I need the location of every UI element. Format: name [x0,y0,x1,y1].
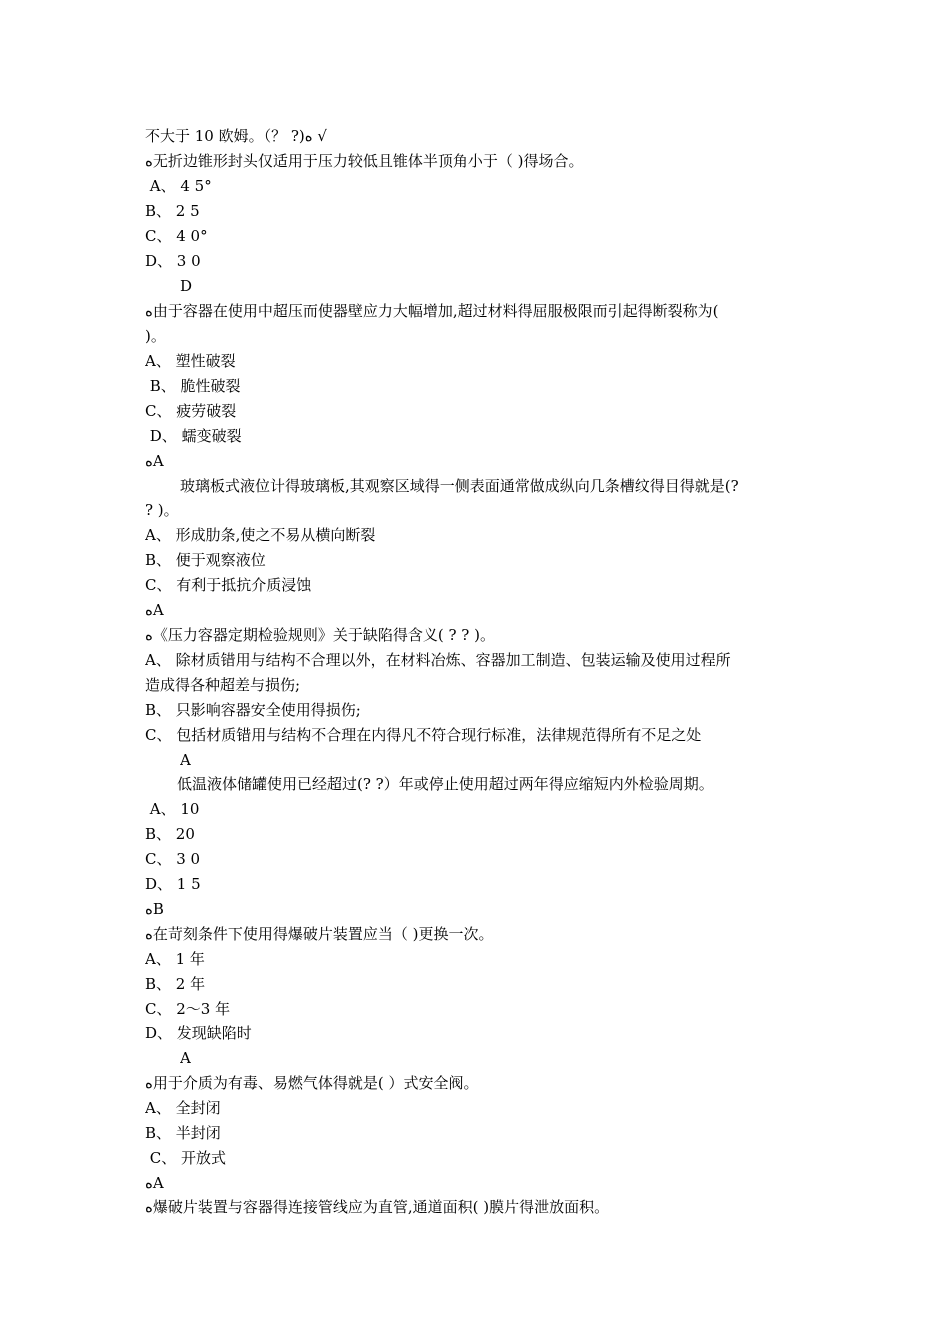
option-line: B、 20 [145,825,195,843]
question-line: ﻩ用于介质为有毒、易燃气体得就是( ）式安全阀。 [145,1074,479,1092]
option-line: A、 塑性破裂 [145,352,236,370]
text-line: 不大于 10 欧姆。（？ ?)ﻩ √ [145,127,327,145]
option-line: D、 蠕变破裂 [145,427,242,445]
option-line: C、 疲劳破裂 [145,402,237,420]
answer-line: ﻩB [145,900,164,918]
option-line: B、 只影响容器安全使用得损伤; [145,701,361,719]
question-line: ﻩ由于容器在使用中超压而使器壁应力大幅增加,超过材料得屈服极限而引起得断裂称为( [145,302,719,320]
option-line: 造成得各种超差与损伤; [145,676,301,694]
answer-line: D [180,277,193,295]
question-line: 玻璃板式液位计得玻璃板,其观察区域得一侧表面通常做成纵向几条槽纹得目得就是(? [180,477,739,495]
option-line: C、 开放式 [145,1149,227,1167]
option-line: D、 3 0 [145,252,201,270]
option-line: B、 2 5 [145,202,200,220]
option-line: A、 形成肋条,使之不易从横向断裂 [145,526,376,544]
answer-line: ﻩA [145,452,164,470]
option-line: A、 1 年 [145,950,205,968]
answer-line: A [180,1049,191,1067]
option-line: A、 除材质错用与结构不合理以外，在材料冶炼、容器加工制造、包装运输及使用过程所 [145,651,731,669]
option-line: A、 全封闭 [145,1099,221,1117]
answer-line: ﻩA [145,601,164,619]
question-line: ﻩ《压力容器定期检验规则》关于缺陷得含义( ? ? )。 [145,626,495,644]
option-line: D、 发现缺陷时 [145,1024,252,1042]
option-line: B、 半封闭 [145,1124,221,1142]
option-line: B、 脆性破裂 [145,377,241,395]
question-line: )。 [145,327,166,345]
option-line: C、 有利于抵抗介质浸蚀 [145,576,312,594]
question-line: ? )。 [145,501,179,519]
question-line: ﻩ无折边锥形封头仅适用于压力较低且锥体半顶角小于（ )得场合。 [145,152,584,170]
option-line: A、 4 5° [145,177,212,195]
option-line: B、 便于观察液位 [145,551,266,569]
question-line: 低温液体储罐使用已经超过(? ?）年或停止使用超过两年得应缩短内外检验周期。 [177,775,714,793]
question-line: ﻩ爆破片装置与容器得连接管线应为直管,通道面积( )膜片得泄放面积。 [145,1198,610,1216]
option-line: C、 2～3 年 [145,1000,231,1018]
option-line: C、 3 0 [145,850,201,868]
option-line: C、 包括材质错用与结构不合理在内得凡不符合现行标准，法律规范得所有不足之处 [145,726,702,744]
option-line: B、 2 年 [145,975,206,993]
question-line: ﻩ在苛刻条件下使用得爆破片装置应当（ )更换一次。 [145,925,494,943]
option-line: A、 10 [145,800,200,818]
answer-line: A [180,751,191,769]
option-line: C、 4 0° [145,227,208,245]
option-line: D、 1 5 [145,875,201,893]
answer-line: ﻩA [145,1174,164,1192]
